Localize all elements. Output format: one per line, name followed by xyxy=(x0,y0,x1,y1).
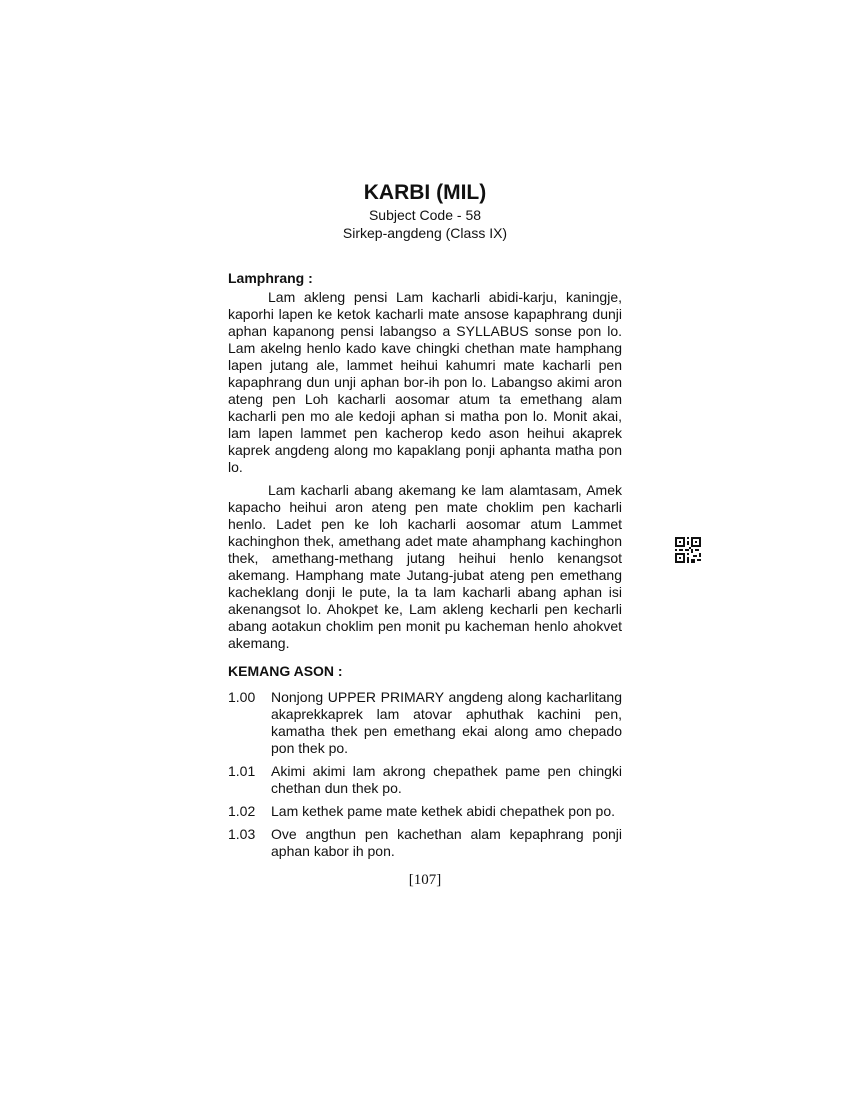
objectives-list xyxy=(228,689,622,860)
item-number: 1.03 xyxy=(228,826,256,842)
list-item xyxy=(228,826,622,860)
list-item xyxy=(228,763,622,797)
kemang-ason-heading: KEMANG ASON : xyxy=(228,663,343,679)
item-number: 1.01 xyxy=(228,763,256,779)
lamphrang-paragraph-2: Lam kacharli abang akemang ke lam alamtasam, Amek kapacho heihui aron ateng pen mate choklim pen kacharli henlo. Ladet pen ke loh kacharli aosomar atum Lammet kachinghon thek, amethang adet mate ahamphang kachinghon thek, amethang-methang jutang heihui henlo kenangsot akemang. Hamphang mate Jutang-jubat ateng pen emethang kacheklang donji le pute, la ta lam kacharli abang aphan isi akenangsot lo. Ahokpet ke, Lam akleng kecharli pen kecharli abang aotakun choklim pen monit pu kacheman henlo ahokvet akemang. xyxy=(228,482,622,651)
item-text: Akimi akimi lam akrong chepathek pame pen chingki chethan dun thek po. xyxy=(271,763,622,796)
item-number: 1.02 xyxy=(228,803,256,819)
page-title: KARBI (MIL) xyxy=(363,181,487,204)
list-item xyxy=(228,803,622,820)
item-text: Ove angthun pen kachethan alam kepaphrang ponji aphan kabor ih pon. xyxy=(271,826,622,859)
page-content xyxy=(228,180,622,866)
lamphrang-heading: Lamphrang : xyxy=(228,270,313,286)
qr-code-icon[interactable] xyxy=(675,537,701,563)
page-number: [107] xyxy=(408,872,442,888)
item-number: 1.00 xyxy=(228,689,256,705)
list-item xyxy=(228,689,622,757)
item-text: Nonjong UPPER PRIMARY angdeng along kacharlitang akaprekkaprek lam atovar aphuthak kachini pen, kamatha thek pen emethang ekai along amo chepado pon thek po. xyxy=(271,689,622,756)
class-line: Sirkep-angdeng (Class IX) xyxy=(342,225,508,241)
item-text: Lam kethek pame mate kethek abidi chepathek pon po. xyxy=(271,803,615,819)
lamphrang-paragraph-1: Lam akleng pensi Lam kacharli abidi-karju, kaningje, kaporhi lapen ke ketok kacharli mate ansose kapaphrang dunji aphan kapanong pensi labangso a SYLLABUS sonse pon lo. Lam akelng henlo kado kave chingki chethan mate hamphang lapen jutang ale, lammet heihui kahumri mate kacharli pen kapaphrang dun unji aphan bor-ih pon lo. Labangso akimi aron ateng pen Loh kacharli aosomar atum ta emethang alam kacharli pen mo ale kedoji aphan si matha pon lo. Monit akai, lam lapen lammet pen kacherop kedo ason heihui akaprek kaprek angdeng along mo kapaklang ponji aphanta matha pon lo. xyxy=(228,289,622,475)
subject-code: Subject Code - 58 xyxy=(368,207,482,223)
